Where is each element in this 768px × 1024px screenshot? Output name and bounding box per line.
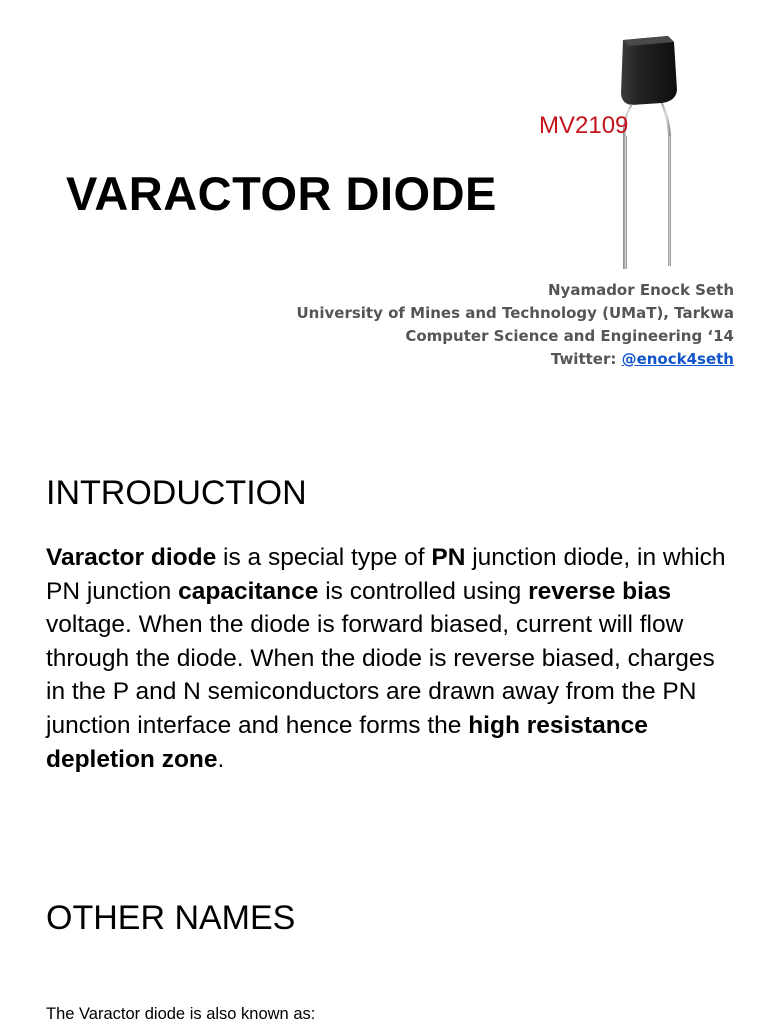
author-info xyxy=(297,279,735,371)
author-twitter xyxy=(297,348,735,371)
part-number-label: MV2109 xyxy=(539,112,629,139)
author-program: Computer Science and Engineering ‘14 xyxy=(405,327,734,345)
introduction-heading: INTRODUCTION xyxy=(46,474,307,512)
intro-bold-term: PN xyxy=(431,544,466,571)
twitter-label: Twitter: xyxy=(550,350,622,368)
intro-text-segment: is a special type of xyxy=(216,544,432,571)
other-names-heading: OTHER NAMES xyxy=(46,899,296,937)
author-name: Nyamador Enock Seth xyxy=(547,281,734,299)
intro-text-segment: voltage. When the diode is forward biased, current will flow through the diode. When the diode is reverse biased, charges in the P and N semiconductors are drawn away from the PN junction interface and hence forms the xyxy=(46,611,715,739)
introduction-paragraph xyxy=(46,541,736,776)
intro-bold-term: reverse bias xyxy=(528,577,672,605)
intro-text-segment: is controlled using xyxy=(318,577,529,605)
diode-component-illustration xyxy=(528,26,708,276)
varactor-diode-photo xyxy=(528,26,708,276)
twitter-handle-link[interactable]: @enock4seth xyxy=(621,350,734,368)
intro-bold-term: Varactor diode xyxy=(46,544,217,571)
diode-body xyxy=(621,36,677,105)
document-title: VARACTOR DIODE xyxy=(66,167,497,220)
intro-bold-term: capacitance xyxy=(178,577,319,605)
intro-text-segment: . xyxy=(217,745,225,773)
other-names-intro: The Varactor diode is also known as: xyxy=(46,1005,316,1023)
author-institution: University of Mines and Technology (UMaT), Tarkwa xyxy=(296,304,734,322)
intro-text-segment: junction diode, in which PN junction xyxy=(46,544,726,605)
intro-bold-term: high resistance depletion zone xyxy=(46,711,648,773)
